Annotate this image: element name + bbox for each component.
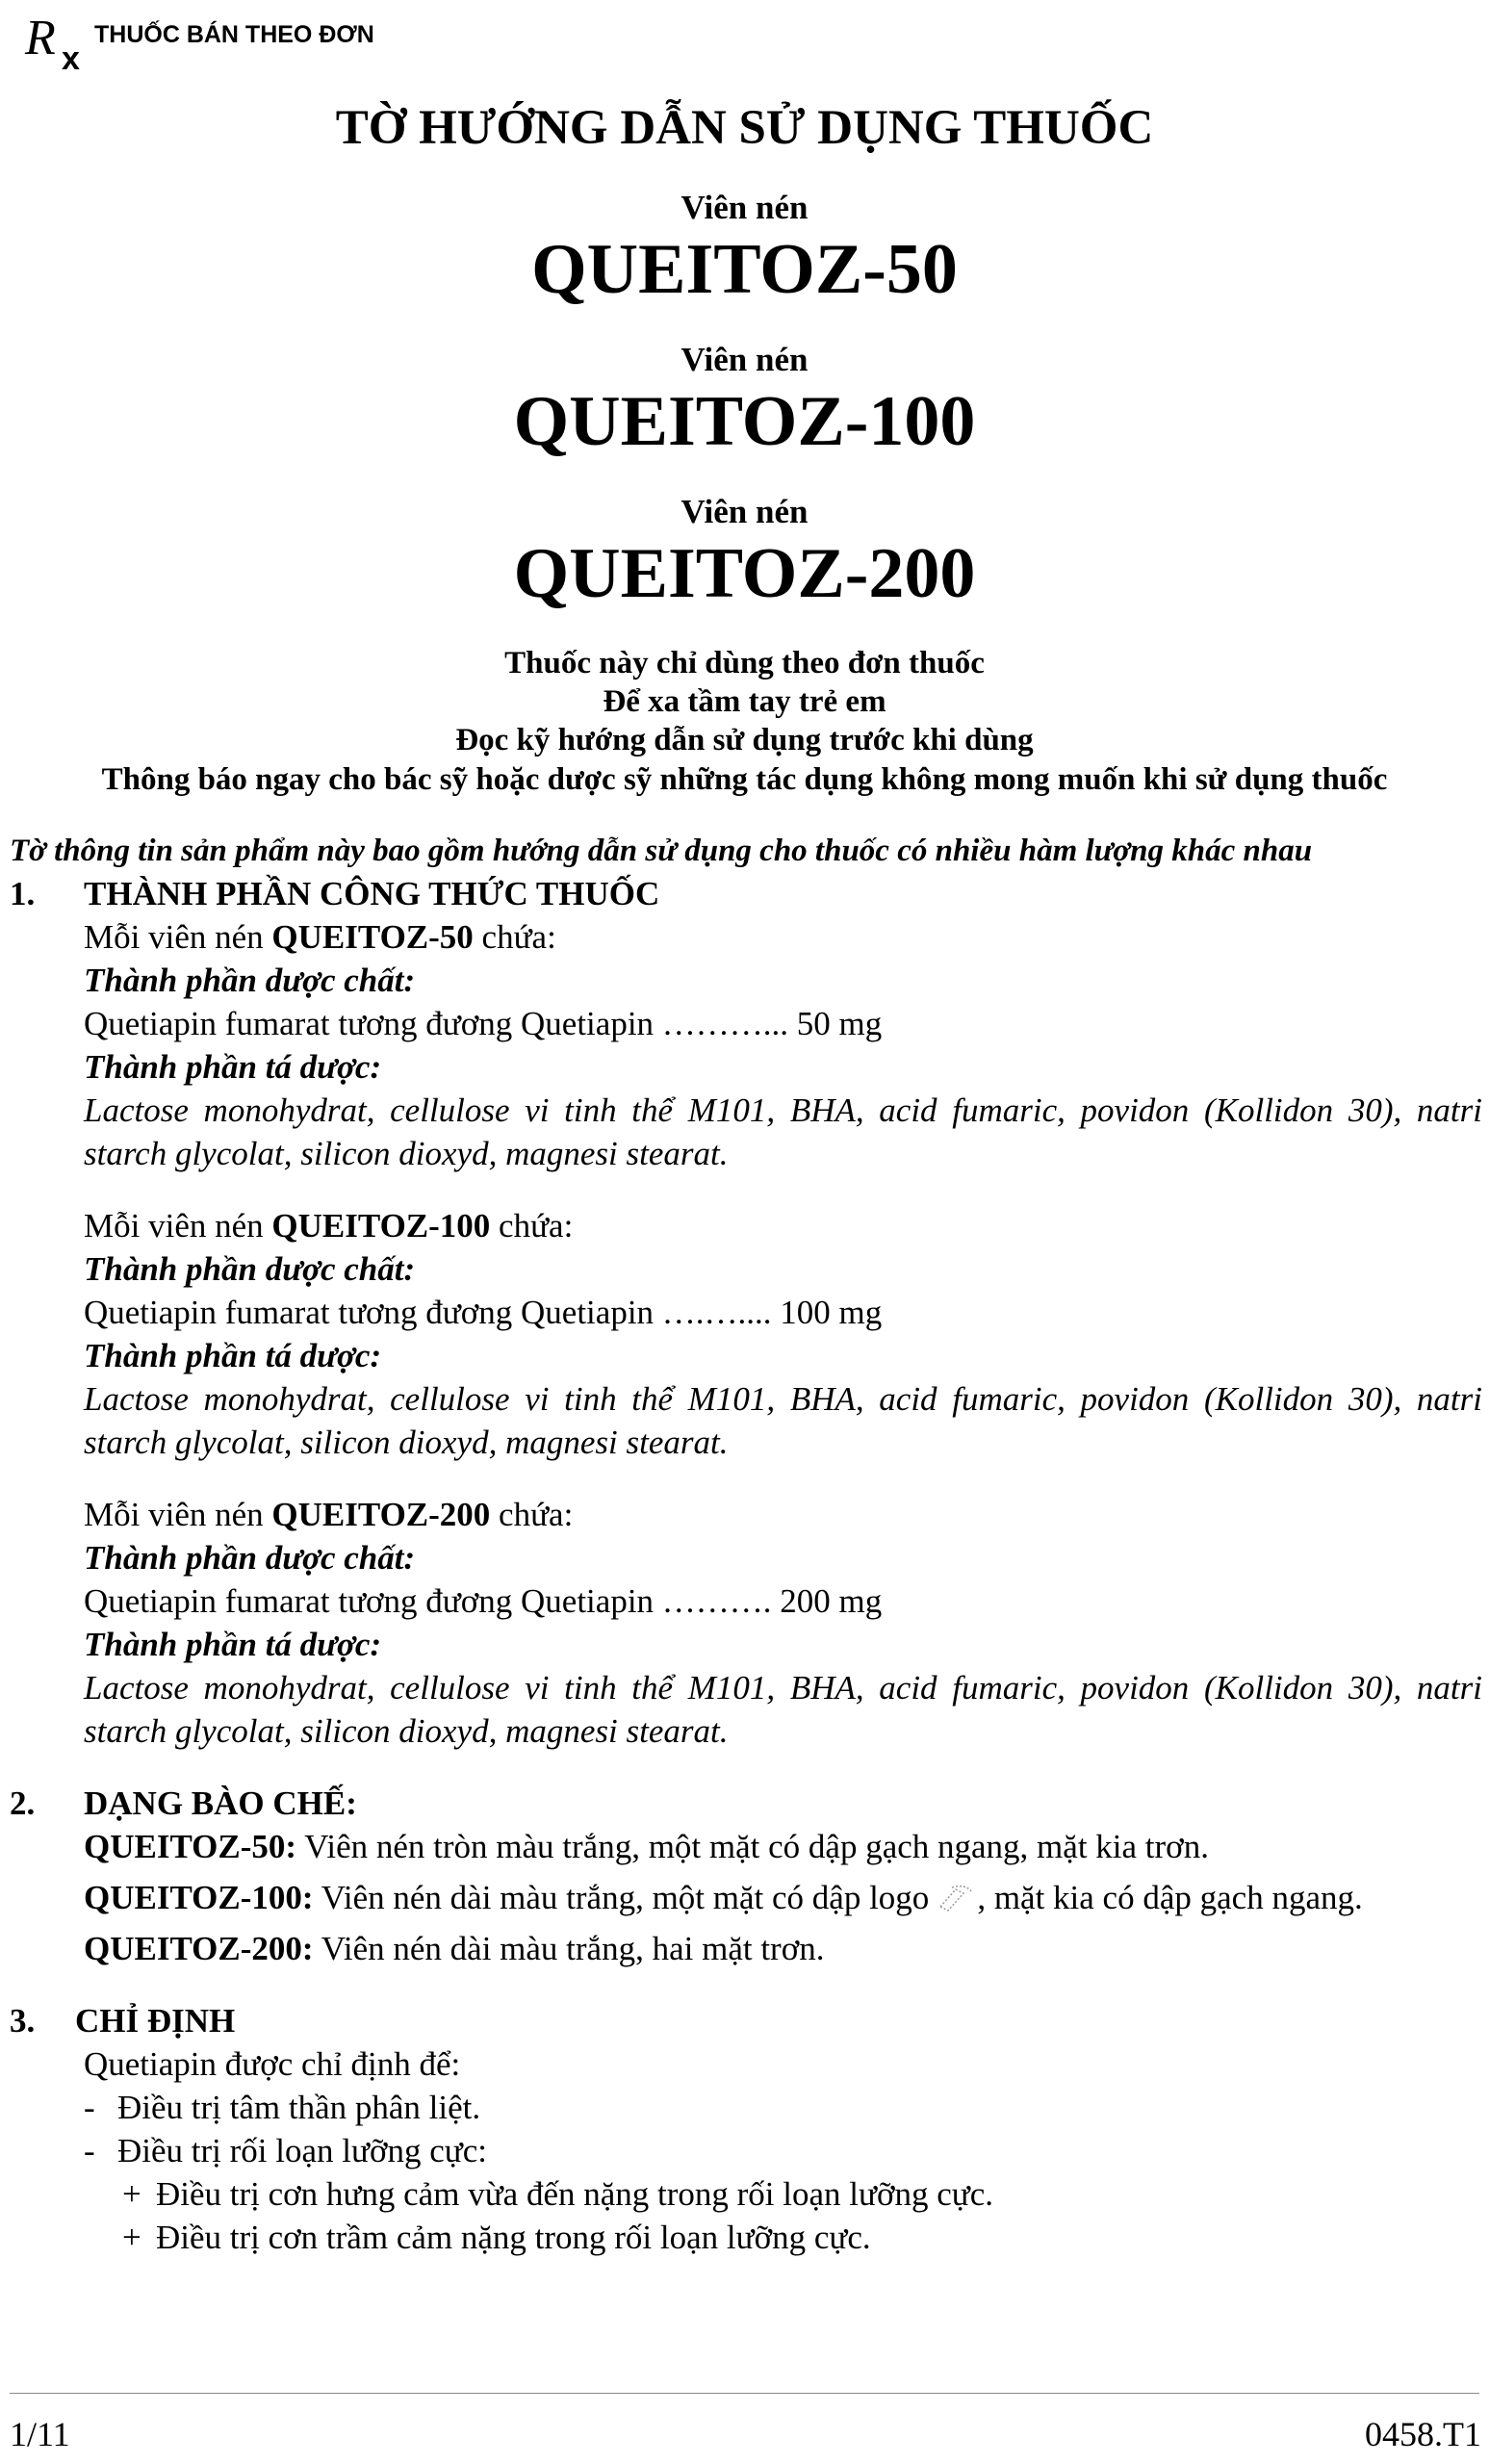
footer-divider — [10, 2393, 1479, 2394]
document-title: TỜ HƯỚNG DẪN SỬ DỤNG THUỐC — [335, 101, 1154, 155]
intro-note: Tờ thông tin sản phẩm này bao gồm hướng dẫn sử dụng cho thuốc có nhiều hàm lượng khác nhau — [10, 834, 1313, 868]
indication-item: - Điều trị rối loạn lưỡng cực: — [84, 2132, 487, 2169]
engraved-logo-icon — [935, 1884, 977, 1912]
notice-read-guide: Đọc kỹ hướng dẫn sử dụng trước khi dùng — [455, 723, 1034, 757]
indication-subitem: + Điều trị cơn trầm cảm nặng trong rối loạn lưỡng cực. — [122, 2219, 871, 2256]
document-code: 0458.T1 — [1365, 2415, 1481, 2453]
indication-item: - Điều trị tâm thần phân liệt. — [84, 2089, 481, 2126]
composition-block — [10, 1493, 1482, 1753]
product-form: Viên nén — [680, 493, 809, 530]
active-label: Thành phần dược chất: — [84, 1539, 416, 1577]
notice-report: Thông báo ngay cho bác sỹ hoặc dược sỹ những tác dụng không mong muốn khi sử dụng thuốc — [101, 762, 1388, 797]
composition-block — [10, 915, 1482, 1175]
excipient-label: Thành phần tá dược: — [84, 1626, 382, 1663]
notice-children: Để xa tầm tay trẻ em — [603, 684, 886, 719]
product-name: QUEITOZ-200 — [513, 534, 976, 613]
section-heading: 1. THÀNH PHẦN CÔNG THỨC THUỐC — [10, 875, 660, 912]
excipient-list: Lactose monohydrat, cellulose vi tinh thể M101, BHA, acid fumaric, povidon (Kollidon 30), natri starch glycolat, silicon dioxyd, magnesi stearat. — [84, 1380, 1482, 1461]
excipient-list: Lactose monohydrat, cellulose vi tinh thể M101, BHA, acid fumaric, povidon (Kollidon 30), natri starch glycolat, silicon dioxyd, magnesi stearat. — [84, 1091, 1482, 1172]
rx-x-mark: x — [62, 40, 80, 77]
excipient-list: Lactose monohydrat, cellulose vi tinh thể M101, BHA, acid fumaric, povidon (Kollidon 30), natri starch glycolat, silicon dioxyd, magnesi stearat. — [84, 1669, 1482, 1750]
composition-heading: Mỗi viên nén QUEITOZ-50 chứa: — [84, 918, 556, 956]
composition-block — [10, 1204, 1482, 1464]
dosage-form-item: QUEITOZ-50: Viên nén tròn màu trắng, một mặt có dập gạch ngang, mặt kia trơn. — [84, 1828, 1209, 1865]
product-name: QUEITOZ-50 — [531, 230, 958, 309]
excipient-label: Thành phần tá dược: — [84, 1048, 382, 1086]
indication-lead: Quetiapin được chỉ định để: — [84, 2045, 461, 2083]
dosage-form-block — [10, 1825, 1482, 1970]
active-label: Thành phần dược chất: — [84, 962, 416, 999]
indication-subitem: + Điều trị cơn hưng cảm vừa đến nặng trong rối loạn lưỡng cực. — [122, 2175, 994, 2213]
active-ingredient: Quetiapin fumarat tương đương Quetiapin ….….... 100 mg — [84, 1294, 883, 1331]
section-heading: 3. CHỈ ĐỊNH — [10, 2002, 236, 2040]
dosage-form-item: QUEITOZ-200: Viên nén dài màu trắng, hai mặt trơn. — [84, 1930, 825, 1967]
rx-label: THUỐC BÁN THEO ĐƠN — [94, 21, 374, 48]
active-ingredient: Quetiapin fumarat tương đương Quetiapin ………. 200 mg — [84, 1582, 883, 1620]
excipient-label: Thành phần tá dược: — [84, 1337, 382, 1374]
product-form: Viên nén — [680, 189, 809, 226]
active-ingredient: Quetiapin fumarat tương đương Quetiapin ………... 50 mg — [84, 1005, 883, 1042]
product-form: Viên nén — [680, 341, 809, 378]
active-label: Thành phần dược chất: — [84, 1250, 416, 1288]
notice-prescription: Thuốc này chỉ dùng theo đơn thuốc — [504, 646, 985, 680]
section-heading: 2. DẠNG BÀO CHẾ: — [10, 1784, 357, 1822]
dosage-form-item: QUEITOZ-100: Viên nén dài màu trắng, một mặt có dập logo , mặt kia có dập gạch ngang. — [84, 1879, 1363, 1916]
rx-symbol-icon: R — [25, 11, 56, 65]
document-body — [10, 872, 1482, 2259]
composition-heading: Mỗi viên nén QUEITOZ-200 chứa: — [84, 1496, 574, 1533]
composition-heading: Mỗi viên nén QUEITOZ-100 chứa: — [84, 1207, 574, 1245]
product-name: QUEITOZ-100 — [513, 382, 976, 461]
page-number: 1/11 — [10, 2415, 70, 2453]
